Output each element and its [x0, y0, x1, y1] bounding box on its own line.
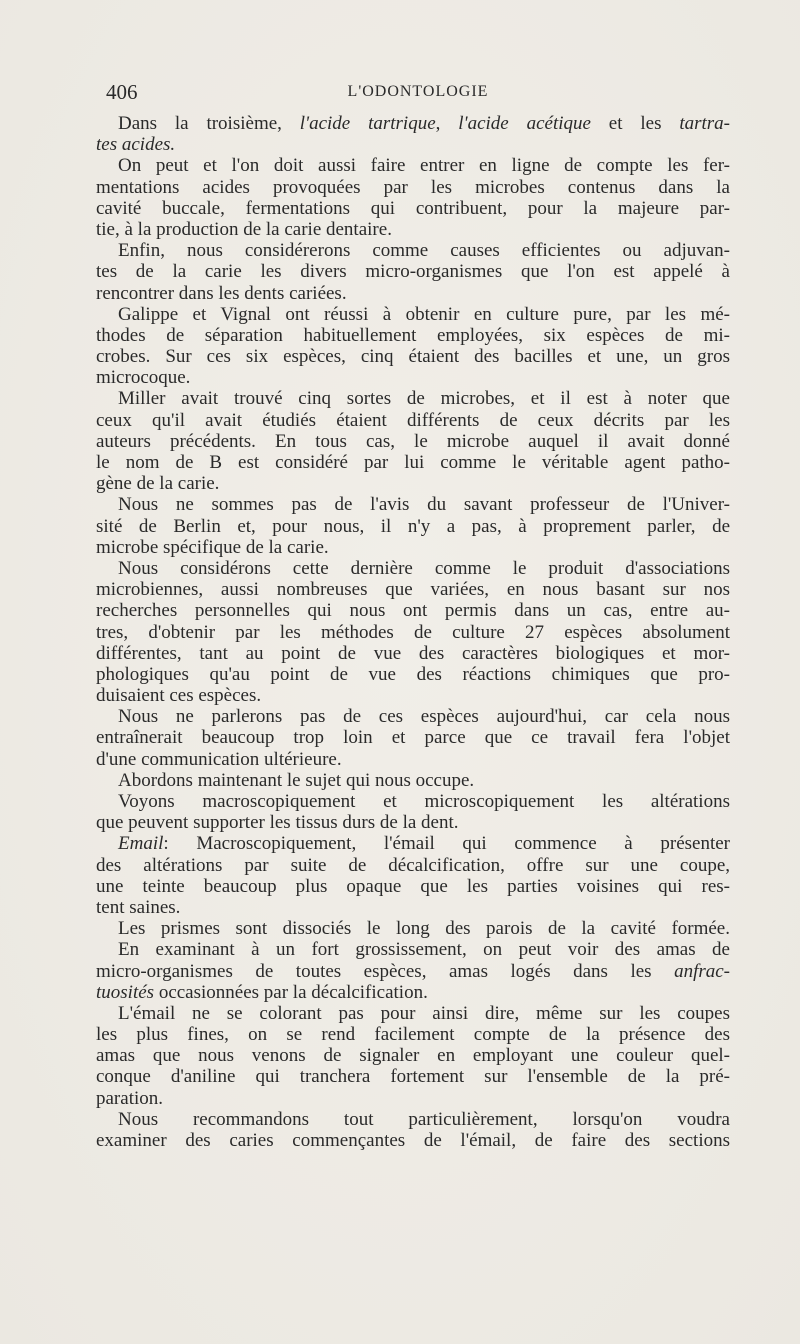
text-line [96, 706, 730, 727]
text-line [96, 643, 730, 664]
text-line [96, 261, 730, 282]
text-segment: : Macroscopiquement, l'émail qui commence à présenter [163, 833, 730, 855]
text-segment: Nous considérons cette dernière comme le produit d'associations [118, 557, 730, 579]
text-segment: différentes, tant au point de vue des caractères biologiques et mor- [96, 642, 730, 664]
text-line [96, 1109, 730, 1130]
text-line [96, 134, 730, 155]
text-line [96, 558, 730, 579]
text-line [96, 961, 730, 982]
text-segment: micro-organismes de toutes espèces, amas logés dans les [96, 960, 675, 982]
italic-text: tes acides. [96, 134, 176, 156]
text-line [96, 1130, 730, 1151]
text-line [96, 1066, 730, 1087]
text-segment: microbe spécifique de la carie. [96, 536, 329, 558]
text-segment: thodes de séparation habituellement employées, six espèces de mi- [96, 324, 730, 346]
text-line [96, 749, 730, 770]
text-line [96, 367, 730, 388]
text-segment: Dans la troisième, [118, 113, 300, 134]
text-line [96, 431, 730, 452]
text-segment: phologiques qu'au point de vue des réactions chimiques que pro- [96, 663, 730, 685]
text-line [96, 622, 730, 643]
text-line [96, 113, 730, 134]
text-line [96, 198, 730, 219]
text-segment: On peut et l'on doit aussi faire entrer en ligne de compte les fer- [118, 155, 730, 177]
text-segment: mentations acides provoquées par les microbes contenus dans la [96, 176, 730, 198]
text-segment: amas que nous venons de signaler en employant une couleur quel- [96, 1045, 730, 1067]
text-line [96, 1024, 730, 1045]
text-line [96, 219, 730, 240]
text-segment: les plus fines, on se rend facilement compte de la présence des [96, 1024, 730, 1046]
text-line [96, 770, 730, 791]
text-line [96, 579, 730, 600]
text-segment: microbiennes, aussi nombreuses que variées, en nous basant sur nos [96, 579, 730, 601]
text-segment: d'une communication ultérieure. [96, 748, 342, 770]
text-line [96, 833, 730, 854]
text-line [96, 155, 730, 176]
text-segment: examiner des caries commençantes de l'émail, de faire des sections [96, 1130, 730, 1151]
text-line [96, 240, 730, 261]
text-segment: tes de la carie les divers micro-organismes que l'on est appelé à [96, 261, 730, 283]
text-segment: le nom de B est considéré par lui comme le véritable agent patho- [96, 452, 730, 473]
page-number: 406 [106, 80, 138, 104]
text-segment: conque d'aniline qui tranchera fortement sur l'ensemble de la pré- [96, 1066, 730, 1088]
text-segment: En examinant à un fort grossissement, on peut voir des amas de [118, 939, 730, 961]
text-line [96, 325, 730, 346]
text-line [96, 600, 730, 621]
text-line [96, 537, 730, 558]
text-line [96, 897, 730, 918]
text-segment: Voyons macroscopiquement et microscopiquement les altérations [118, 791, 730, 812]
text-segment: tie, à la production de la carie dentaire. [96, 218, 392, 240]
text-segment: tres, d'obtenir par les méthodes de culture 27 espèces absolument [96, 621, 730, 643]
text-segment: recherches personnelles qui nous ont permis dans un cas, entre au- [96, 600, 730, 622]
text-segment: microcoque. [96, 367, 191, 389]
text-segment: tent saines. [96, 896, 181, 918]
text-line [96, 812, 730, 833]
page-header [106, 78, 730, 106]
text-segment: Enfin, nous considérerons comme causes efficientes ou adjuvan- [118, 240, 730, 262]
italic-text: tartra- [679, 113, 730, 134]
text-segment: duisaient ces espèces. [96, 685, 262, 707]
text-line [96, 727, 730, 748]
text-segment: Les prismes sont dissociés le long des parois de la cavité formée. [118, 918, 730, 940]
text-line [96, 791, 730, 812]
text-segment: sité de Berlin et, pour nous, il n'y a pas, à proprement parler, de [96, 515, 730, 537]
text-line [96, 939, 730, 960]
text-segment: paration. [96, 1087, 164, 1109]
text-segment: , [435, 113, 459, 134]
text-line [96, 876, 730, 897]
text-line [96, 1003, 730, 1024]
text-line [96, 473, 730, 494]
text-line [96, 283, 730, 304]
text-segment: Abordons maintenant le sujet qui nous occupe. [118, 769, 475, 791]
italic-text: anfrac- [674, 960, 730, 982]
text-line [96, 410, 730, 431]
text-line [96, 516, 730, 537]
text-segment: ceux qu'il avait étudiés étaient différents de ceux décrits par les [96, 409, 730, 431]
italic-text: Email [118, 833, 164, 855]
text-line [96, 685, 730, 706]
italic-text: tuosités [96, 981, 155, 1003]
italic-text: l'acide tartrique [299, 113, 436, 134]
text-line [96, 982, 730, 1003]
text-segment: une teinte beaucoup plus opaque que les parties voisines qui res- [96, 875, 730, 897]
text-segment: crobes. Sur ces six espèces, cinq étaient des bacilles et une, un gros [96, 346, 730, 368]
italic-text: l'acide acétique [458, 113, 591, 134]
text-line [96, 664, 730, 685]
text-segment: que peuvent supporter les tissus durs de la dent. [96, 812, 459, 834]
text-line [96, 918, 730, 939]
text-line [96, 855, 730, 876]
text-line [96, 1088, 730, 1109]
text-line [96, 177, 730, 198]
text-line [96, 346, 730, 367]
text-segment: entraînerait beaucoup trop loin et parce que ce travail fera l'objet [96, 727, 730, 749]
text-line [96, 1045, 730, 1066]
text-segment: occasionnées par la décalcification. [154, 981, 428, 1003]
text-segment: Nous recommandons tout particulièrement, lorsqu'on voudra [118, 1108, 730, 1130]
text-segment: Miller avait trouvé cinq sortes de microbes, et il est à noter que [118, 388, 730, 410]
body-text [96, 113, 730, 1151]
text-line [96, 388, 730, 409]
text-segment: cavité buccale, fermentations qui contribuent, pour la majeure par- [96, 197, 730, 219]
text-segment: gène de la carie. [96, 473, 220, 495]
text-segment: des altérations par suite de décalcification, offre sur une coupe, [96, 854, 730, 876]
text-segment: Galippe et Vignal ont réussi à obtenir en culture pure, par les mé- [118, 303, 730, 325]
text-segment: rencontrer dans les dents cariées. [96, 282, 347, 304]
text-segment: Nous ne sommes pas de l'avis du savant professeur de l'Univer- [118, 494, 730, 516]
text-segment: et les [590, 113, 680, 134]
running-title: L'ODONTOLOGIE [347, 83, 489, 100]
text-line [96, 452, 730, 473]
text-line [96, 494, 730, 515]
text-segment: Nous ne parlerons pas de ces espèces aujourd'hui, car cela nous [118, 706, 730, 728]
text-line [96, 304, 730, 325]
text-segment: L'émail ne se colorant pas pour ainsi dire, même sur les coupes [118, 1002, 730, 1024]
text-segment: auteurs précédents. En tous cas, le microbe auquel il avait donné [96, 430, 730, 452]
